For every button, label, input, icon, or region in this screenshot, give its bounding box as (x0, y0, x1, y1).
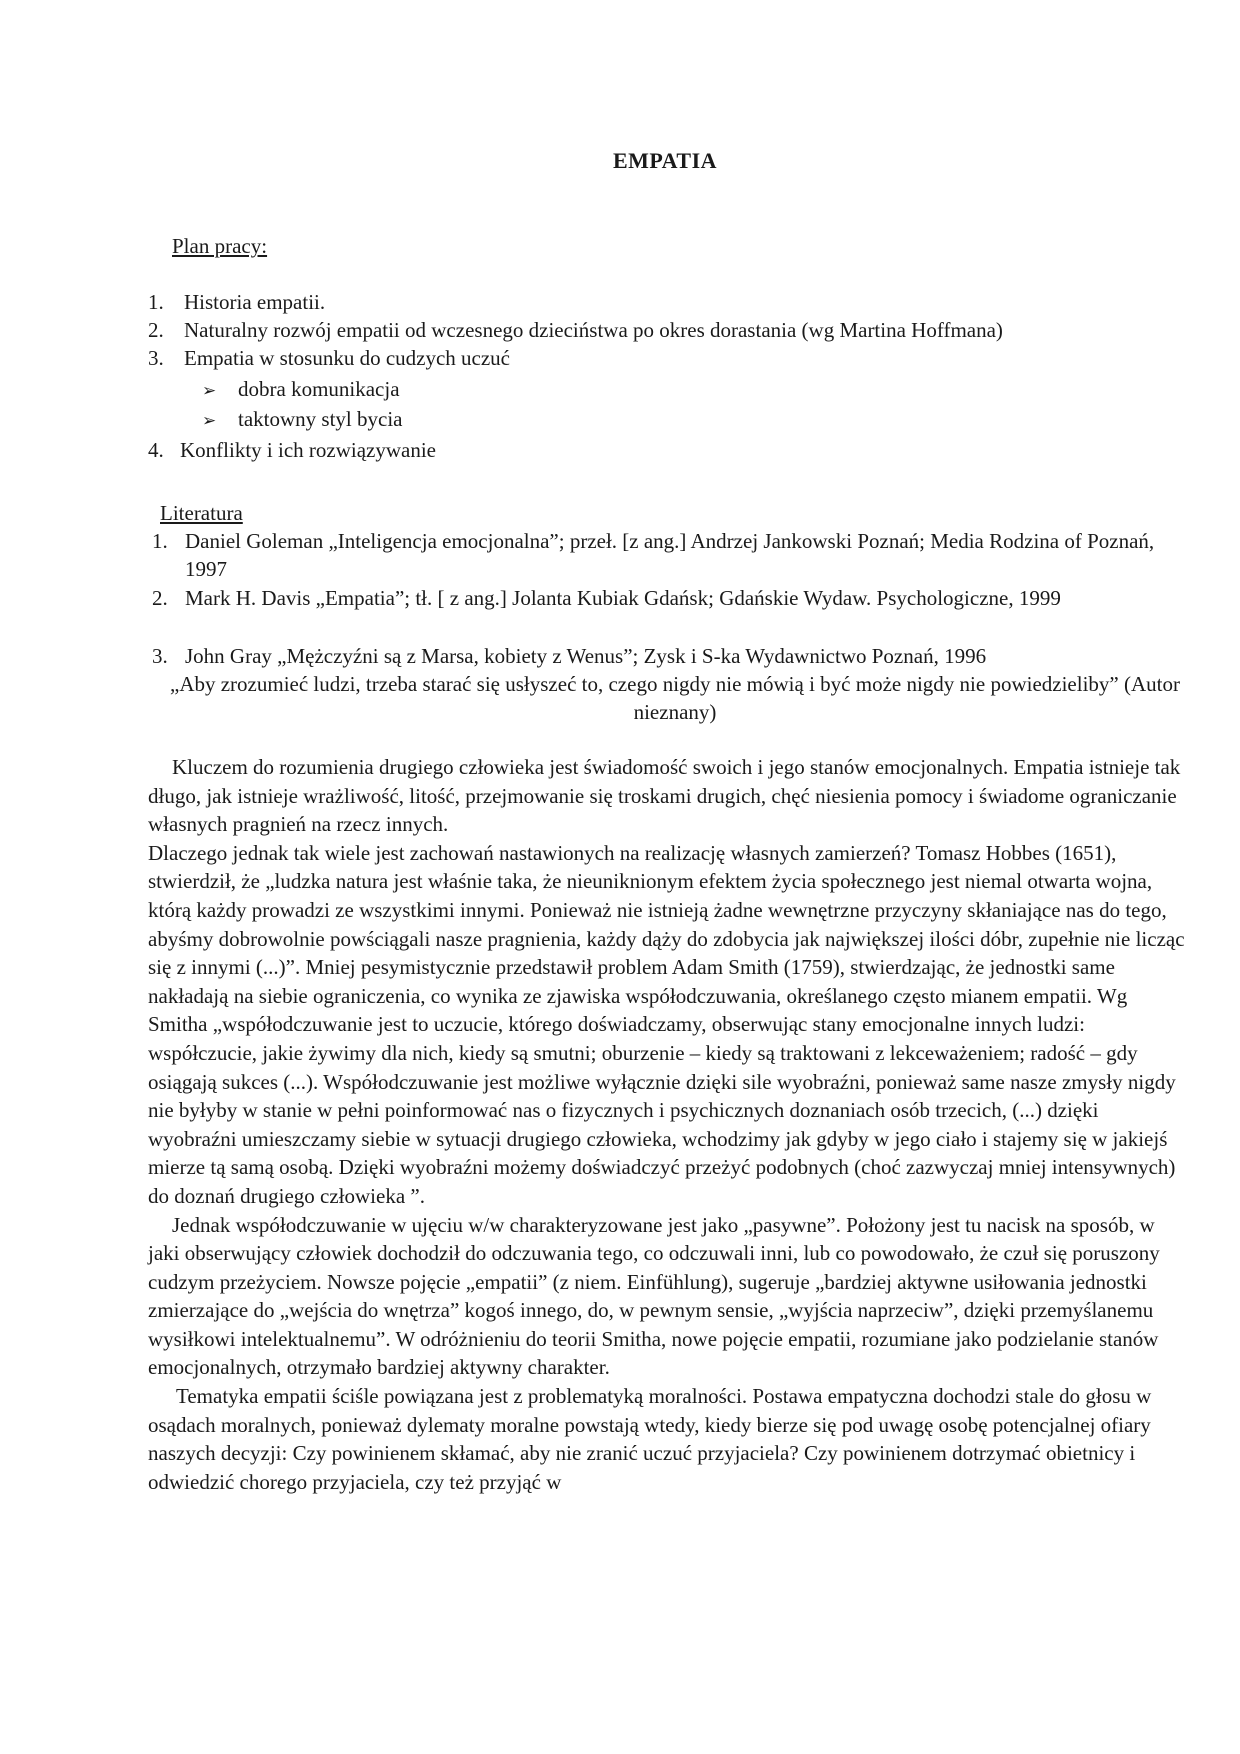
literature-item-text: Mark H. Davis „Empatia”; tł. [ z ang.] Jolanta Kubiak Gdańsk; Gdańskie Wydaw. Psychologiczne, 1999 (185, 586, 1061, 610)
literature-heading: Literatura (160, 501, 243, 525)
plan-subitem (202, 407, 402, 432)
arrow-bullet-icon: ➢ (202, 381, 217, 401)
literature-item (152, 527, 1182, 583)
epigraph-quote: „Aby zrozumieć ludzi, trzeba starać się usłyszeć to, czego nigdy nie mówią i być może nigdy nie powiedzieliby” (Autor nieznany) (170, 672, 1180, 724)
plan-item-text: Konflikty i ich rozwiązywanie (180, 438, 436, 462)
document-title: EMPATIA (612, 148, 718, 173)
literature-item-text: Daniel Goleman „Inteligencja emocjonalna”; przeł. [z ang.] Andrzej Jankowski Poznań; Media Rodzina of Poznań, 1997 (185, 529, 1155, 581)
plan-item-text: Naturalny rozwój empatii od wczesnego dzieciństwa po okres dorastania (wg Martina Hoffmana) (184, 318, 1003, 342)
plan-item-text: Empatia w stosunku do cudzych uczuć (184, 346, 510, 370)
plan-subitem (202, 377, 400, 402)
paragraph: Jednak współodczuwanie w ujęciu w/w charakteryzowane jest jako „pasywne”. Położony jest tu nacisk na sposób, w jaki obserwujący człowiek dochodził do odczuwania tego, co odczuwali inni, lub co powodowało, że czuł się poruszony cudzym przeżyciem. Nowsze pojęcie „empatii” (z niem. Einfühlung), sugeruje „bardziej aktywne usiłowania jednostki zmierzające do „wejścia do wnętrza” kogoś innego, do, w pewnym sensie, „wyjścia naprzeciw”, dzięki przemyślanemu wysiłkowi intelektualnemu”. W odróżnieniu do teorii Smitha, nowe pojęcie empatii, rozumiane jako podzielanie stanów emocjonalnych, otrzymało bardziej aktywny charakter. (148, 1212, 1160, 1380)
plan-item (148, 318, 1003, 343)
plan-item (148, 438, 436, 463)
literature-item-text: John Gray „Mężczyźni są z Marsa, kobiety z Wenus”; Zysk i S-ka Wydawnictwo Poznań, 1996 (185, 644, 987, 668)
plan-item-text: Historia empatii. (184, 290, 326, 314)
literature-item-number: 2. (152, 586, 168, 610)
plan-subitem-text: taktowny styl bycia (238, 407, 403, 431)
paragraph: Dlaczego jednak tak wiele jest zachowań nastawionych na realizację własnych zamierzeń? Tomasz Hobbes (1651), stwierdził, że „ludzka natura jest właśnie taka, że nieuniknionym efektem życia społecznego jest niemal otwarta wojna, którą każdy prowadzi ze wszystkimi innymi. Ponieważ nie istnieją żadne wewnętrzne przyczyny skłaniające nas do tego, abyśmy dobrowolnie powściągali nasze pragnienia, każdy dąży do zdobycia jak największej ilości dóbr, zupełnie nie licząc się z innymi (...)”. Mniej pesymistycznie przedstawił problem Adam Smith (1759), stwierdzając, że jednostki same nakładają na siebie ograniczenia, co wynika ze zjawiska współodczuwania, określanego często mianem empatii. Wg Smitha „współodczuwanie jest to uczucie, którego doświadczamy, obserwując stany emocjonalne innych ludzi: współczucie, jakie żywimy dla nich, kiedy są smutni; oburzenie – kiedy są traktowani z lekceważeniem; radość – gdy osiągają sukces (...). Współodczuwanie jest możliwe wyłącznie dzięki sile wyobraźni, ponieważ same nasze zmysły nigdy nie byłyby w stanie w pełni poinformować nas o fizycznych i psychicznych doznaniach osób trzecich, (...) dzięki wyobraźni umieszczamy siebie w sytuacji drugiego człowieka, wchodzimy jak gdyby w jego ciało i stajemy się w jakiejś mierze tą samą osobą. Dzięki wyobraźni możemy doświadczyć przeżyć podobnych (choć zazwyczaj mniej intensywnych) do doznań drugiego człowieka ”. (148, 840, 1185, 1208)
plan-item-number: 2. (148, 318, 164, 342)
paragraph: Kluczem do rozumienia drugiego człowieka jest świadomość swoich i jego stanów emocjonalnych. Empatia istnieje tak długo, jak istnieje wrażliwość, litość, przejmowanie się troskami drugich, chęć niesienia pomocy i świadome ograniczanie własnych pragnień na rzecz innych. (148, 755, 1181, 837)
arrow-bullet-icon: ➢ (202, 411, 217, 431)
literature-item-number: 3. (152, 644, 168, 668)
literature-item (152, 584, 1182, 612)
body-text (148, 753, 1188, 1496)
literature-item-number: 1. (152, 529, 168, 553)
paragraph: Tematyka empatii ściśle powiązana jest z problematyką moralności. Postawa empatyczna dochodzi stale do głosu w osądach moralnych, ponieważ dylematy moralne powstają wtedy, kiedy bierze się pod uwagę osobę potencjalnej ofiary naszych decyzji: Czy powinienem skłamać, aby nie zranić uczuć przyjaciela? Czy powinienem dotrzymać obietnicy i odwiedzić chorego przyjaciela, czy też przyjąć w (148, 1384, 1152, 1494)
plan-subitem-text: dobra komunikacja (238, 377, 400, 401)
plan-heading: Plan pracy: (172, 234, 268, 258)
literature-item (152, 642, 1182, 670)
plan-item (148, 346, 510, 371)
plan-item-number: 3. (148, 346, 164, 370)
plan-item-number: 4. (148, 438, 164, 462)
plan-item (148, 290, 325, 315)
plan-item-number: 1. (148, 290, 164, 314)
